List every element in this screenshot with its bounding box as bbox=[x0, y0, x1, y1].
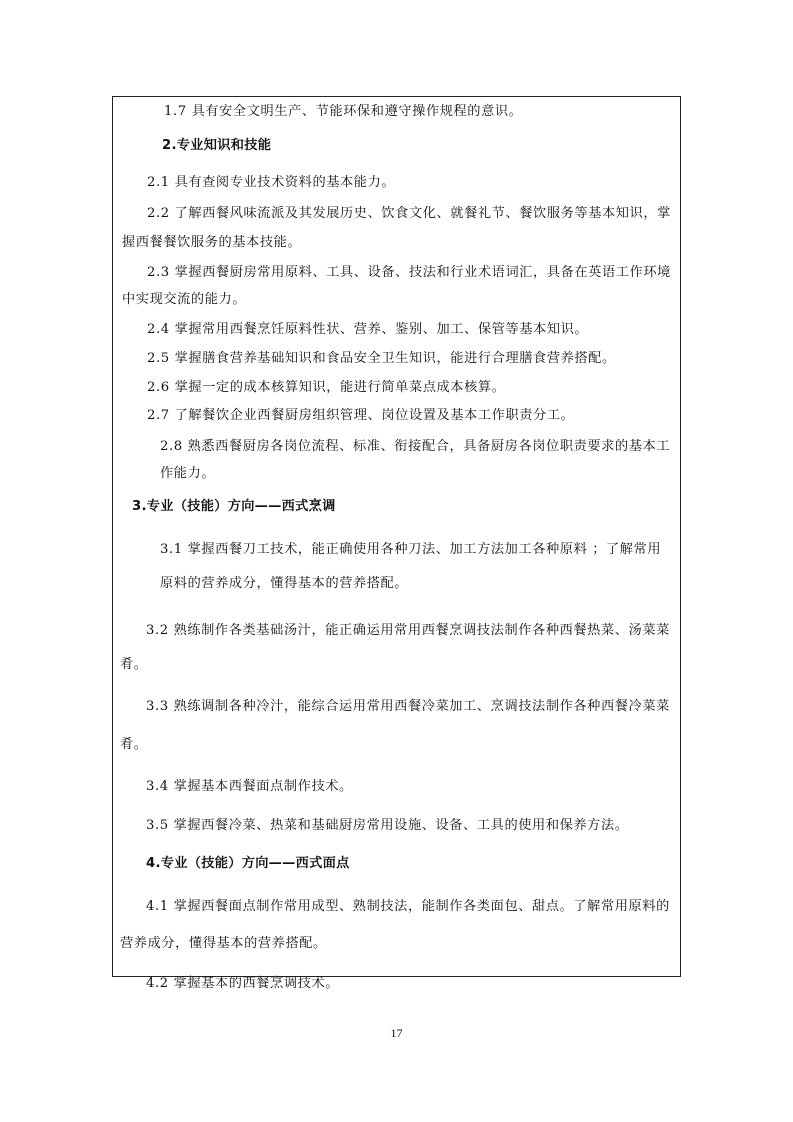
item-3-1-line2: 原料的营养成分，懂得基本的营养搭配。 bbox=[160, 576, 409, 591]
item-2-2-line1: 2.2 了解西餐风味流派及其发展历史、饮食文化、就餐礼节、餐饮服务等基本知识，掌 bbox=[147, 206, 671, 221]
item-4-2: 4.2 掌握基本的西餐烹调技术。 bbox=[146, 976, 340, 991]
item-3-3-line1: 3.3 熟练调制各种冷汁，能综合运用常用西餐冷菜加工、烹调技法制作各种西餐冷菜菜 bbox=[146, 699, 670, 714]
item-3-1-line1: 3.1 掌握西餐刀工技术，能正确使用各种刀法、加工方法加工各种原料 ；了解常用 bbox=[160, 542, 662, 557]
item-2-3-line1: 2.3 掌握西餐厨房常用原料、工具、设备、技法和行业术语词汇，具备在英语工作环境 bbox=[147, 265, 671, 280]
item-2-7: 2.7 了解餐饮企业西餐厨房组织管理、岗位设置及基本工作职责分工。 bbox=[147, 408, 575, 423]
item-2-1: 2.1 具有查阅专业技术资料的基本能力。 bbox=[147, 175, 396, 190]
item-2-6: 2.6 掌握一定的成本核算知识，能进行简单菜点成本核算。 bbox=[147, 380, 506, 395]
content-table-border bbox=[112, 96, 681, 977]
item-3-5: 3.5 掌握西餐冷菜、热菜和基础厨房常用设施、设备、工具的使用和保养方法。 bbox=[146, 818, 629, 833]
item-2-8-line1: 2.8 熟悉西餐厨房各岗位流程、标准、衔接配合，具备厨房各岗位职责要求的基本工 bbox=[160, 439, 671, 454]
section-heading-2: 2.专业知识和技能 bbox=[162, 138, 272, 153]
item-1-7: 1.7 具有安全文明生产、节能环保和遵守操作规程的意识。 bbox=[164, 104, 523, 119]
item-2-2-line2: 握西餐餐饮服务的基本技能。 bbox=[122, 235, 302, 250]
item-2-5: 2.5 掌握膳食营养基础知识和食品安全卫生知识，能进行合理膳食营养搭配。 bbox=[147, 351, 616, 366]
item-3-2-line2: 肴。 bbox=[120, 657, 148, 672]
item-2-8-line2: 作能力。 bbox=[160, 466, 216, 481]
item-3-4: 3.4 掌握基本西餐面点制作技术。 bbox=[146, 779, 353, 794]
section-heading-3: 3.专业（技能）方向——西式烹调 bbox=[132, 499, 336, 514]
section-heading-4: 4.专业（技能）方向——西式面点 bbox=[146, 856, 350, 871]
page-number: 17 bbox=[390, 1026, 403, 1040]
item-3-2-line1: 3.2 熟练制作各类基础汤汁，能正确运用常用西餐烹调技法制作各种西餐热菜、汤菜菜 bbox=[146, 623, 670, 638]
item-2-4: 2.4 掌握常用西餐烹饪原料性状、营养、鉴别、加工、保管等基本知识。 bbox=[147, 322, 589, 337]
item-2-3-line2: 中实现交流的能力。 bbox=[122, 292, 247, 307]
item-3-3-line2: 肴。 bbox=[120, 737, 148, 752]
item-4-1-line2: 营养成分，懂得基本的营养搭配。 bbox=[120, 936, 327, 951]
item-4-1-line1: 4.1 掌握西餐面点制作常用成型、熟制技法，能制作各类面包、甜点。了解常用原料的 bbox=[146, 899, 670, 914]
